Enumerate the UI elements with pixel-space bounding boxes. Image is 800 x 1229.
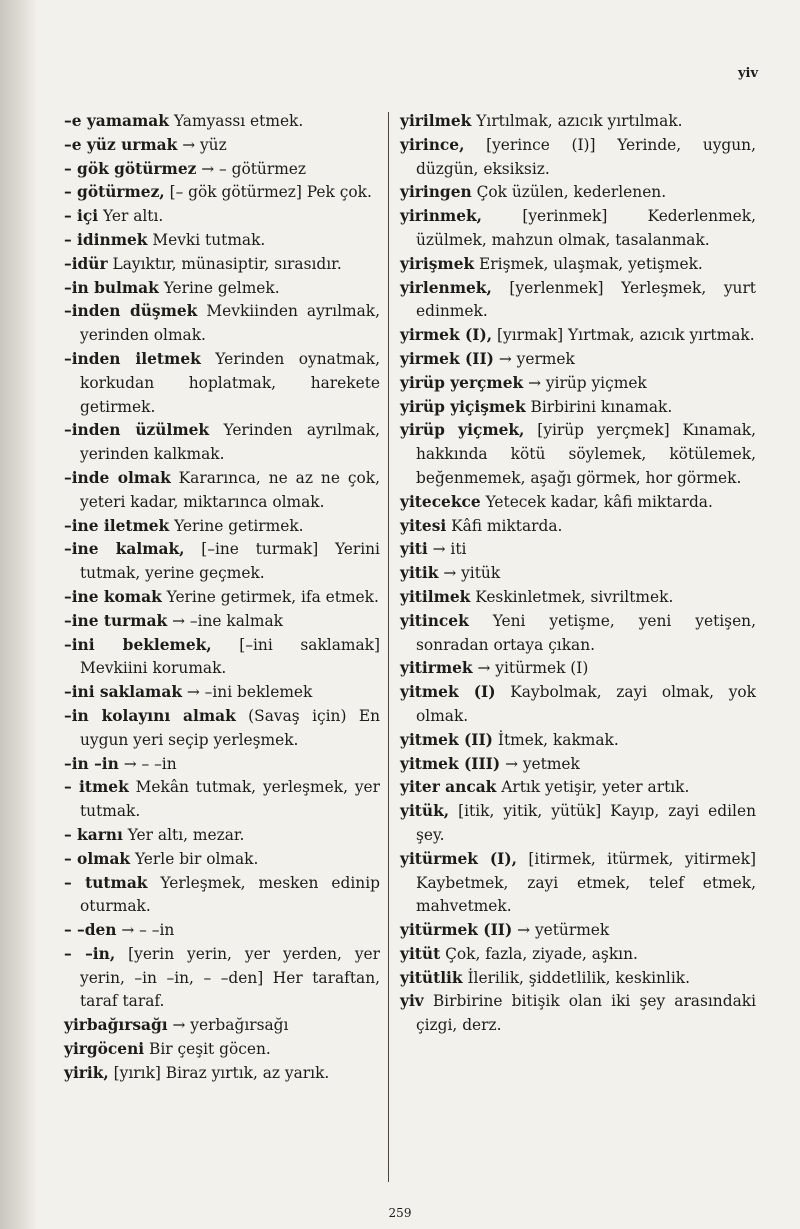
entry-headword: –idür [64,254,108,273]
entry-definition: [–ini saklamak] Mevkiini korumak. [80,635,380,678]
entry-headword: –ini saklamak [64,683,182,702]
entry-definition: → yüz [177,135,227,154]
dictionary-entry [64,419,380,467]
dictionary-entry [64,158,380,182]
entry-definition: → yetmek [500,754,580,773]
entry-definition: İlerilik, şiddetlilik, keskinlik. [462,968,690,987]
dictionary-entry [400,800,756,848]
entry-definition: → yermek [493,349,575,368]
entry-definition: Kâfi miktarda. [446,516,563,535]
entry-headword: yirüp yiçişmek [400,397,526,416]
dictionary-entry [64,776,380,824]
dictionary-entry [64,134,380,158]
entry-definition: Yerinden ayrılmak, yerinden kalkmak. [80,421,380,464]
entry-headword: –ine turmak [64,611,168,630]
dictionary-entry [400,562,756,586]
entry-definition: Bir çeşit göcen. [144,1040,271,1059]
entry-headword: yitmek (II) [400,730,493,749]
entry-headword: –in bulmak [64,278,159,297]
column-divider [388,112,389,1182]
entry-headword: –e yamamak [64,112,169,130]
entry-headword: –in kolayını almak [64,706,236,725]
entry-definition: → –ine kalmak [167,611,283,630]
dictionary-entry [400,491,756,515]
entry-headword: yiv [400,992,424,1011]
entry-definition: → iti [427,540,467,559]
entry-headword: – itmek [64,778,129,797]
entry-headword: – karnı [64,825,123,844]
entry-definition: Layıktır, münasiptir, sırasıdır. [107,254,342,273]
dictionary-entry [400,134,756,182]
dictionary-entry [64,229,380,253]
entry-headword: –inde olmak [64,468,171,487]
entry-definition: Yetecek kadar, kâfi miktarda. [480,492,713,511]
dictionary-entry [64,586,380,610]
entry-definition: [yirüp yerçmek] Kınamak, hakkında kötü söylemek, kötülemek, beğenmemek, aşağı görmek, hor görmek. [416,421,756,487]
dictionary-entry [400,586,756,610]
dictionary-entry [64,515,380,539]
entry-definition: Çok üzülen, kederlenen. [471,183,667,202]
entry-definition: Yerleşmek, mesken edinip oturmak. [80,873,380,916]
entry-definition: [yırık] Biraz yırtık, az yarık. [108,1063,330,1082]
entry-headword: yitüt [400,944,441,963]
dictionary-entry [400,348,756,372]
dictionary-entry [64,253,380,277]
entry-headword: yirgöceni [64,1040,145,1059]
entry-definition: [yerin yerin, yer yerden, yer yerin, –in –in, – –den] Her taraftan, taraf taraf. [80,944,380,1011]
dictionary-entry [64,1062,380,1086]
entry-definition: [– gök götürmez] Pek çok. [164,183,372,202]
dictionary-entry [64,300,380,348]
entry-headword: –ine komak [64,587,162,606]
entry-definition: → yetürmek [512,921,610,940]
entry-headword: – içi [64,207,99,226]
dictionary-entry [400,943,756,967]
entry-headword: yitmek (III) [400,754,501,773]
entry-definition: Artık yetişir, yeter artık. [496,778,690,797]
entry-headword: –inden düşmek [64,302,198,321]
entry-definition: [itik, yitik, yütük] Kayıp, zayi edilen şey. [416,802,756,844]
right-column [400,110,756,1038]
dictionary-entry [400,538,756,562]
running-head: yiv [737,66,758,81]
entry-headword: yitütlik [400,968,463,987]
dictionary-entry [400,515,756,539]
entry-definition: → yirüp yiçmek [523,373,647,392]
entry-headword: –inden üzülmek [64,421,210,440]
entry-definition: Kaybolmak, zayi olmak, yok olmak. [416,683,756,725]
entry-headword: – olmak [64,849,131,868]
entry-headword: –inden iletmek [64,349,201,368]
dictionary-entry [400,372,756,396]
entry-definition: → yitük [438,564,501,583]
entry-definition: (Savaş için) En uygun yeri seçip yerleşmek. [80,706,380,749]
dictionary-entry [64,610,380,634]
dictionary-entry [64,205,380,229]
entry-headword: –in –in [64,754,119,773]
entry-headword: – götürmez, [64,183,165,202]
entry-definition: Kararınca, ne az ne çok, yeteri kadar, miktarınca olmak. [80,468,380,511]
dictionary-entry [400,753,756,777]
entry-headword: yirmek (I), [400,326,493,345]
dictionary-entry [64,1014,380,1038]
entry-headword: yiringen [400,183,472,202]
entry-headword: yirik, [64,1063,109,1082]
dictionary-entry [400,419,756,490]
entry-definition: Mevki tutmak. [147,230,266,249]
entry-definition: → –ini beklemek [181,683,313,702]
entry-definition: [yerince (I)] Yerinde, uygun, düzgün, eksiksiz. [416,135,756,178]
entry-headword: yitmek (I) [400,683,496,702]
dictionary-entry [64,467,380,515]
entry-definition: → – –in [116,921,175,940]
entry-definition: [yerinmek] Kederlenmek, üzülmek, mahzun olmak, tasalanmak. [416,207,756,249]
dictionary-entry [64,943,380,1014]
entry-definition: → – –in [118,754,177,773]
entry-headword: yiti [400,540,428,559]
dictionary-entry [64,872,380,920]
entry-headword: yirişmek [400,254,475,273]
left-column [64,110,380,1086]
dictionary-entry [64,181,380,205]
entry-headword: yitürmek (II) [400,921,513,940]
entry-definition: Keskinletmek, sivriltmek. [470,587,674,606]
entry-definition: Mekân tutmak, yerleşmek, yer tutmak. [80,778,381,821]
dictionary-entry [400,324,756,348]
dictionary-entry [400,657,756,681]
entry-headword: yitirmek [400,659,473,678]
entry-headword: yirbağırsağı [64,1016,168,1035]
entry-headword: yitecekce [400,492,481,511]
entry-definition: Mevkiinden ayrılmak, yerinden olmak. [80,302,380,345]
entry-definition: Yer altı. [98,207,164,226]
dictionary-entry [64,919,380,943]
dictionary-entry [64,705,380,753]
dictionary-entry [64,110,380,134]
entry-headword: yiter ancak [400,778,497,797]
entry-definition: Yırtılmak, azıcık yırtılmak. [471,112,683,130]
entry-definition: Yerine gelmek. [158,278,280,297]
entry-headword: yirinmek, [400,207,483,226]
entry-headword: – gök götürmez [64,159,197,178]
dictionary-entry [64,538,380,586]
dictionary-entry [400,610,756,658]
entry-definition: [yırmak] Yırtmak, azıcık yırtmak. [492,326,755,345]
entry-definition: Yeni yetişme, yeni yetişen, sonradan ortaya çıkan. [416,611,756,654]
dictionary-entry [400,277,756,325]
dictionary-entry [400,919,756,943]
entry-headword: yirilmek [400,112,472,130]
dictionary-entry [400,729,756,753]
dictionary-entry [400,110,756,134]
dictionary-entry [400,396,756,420]
entry-definition: Erişmek, ulaşmak, yetişmek. [474,254,703,273]
dictionary-entry [64,1038,380,1062]
entry-headword: yitilmek [400,587,471,606]
page-number: 259 [388,1206,412,1220]
entry-headword: –ini beklemek, [64,635,212,654]
entry-headword: – tutmak [64,873,148,892]
dictionary-entry [64,681,380,705]
entry-headword: yirüp yiçmek, [400,421,525,440]
entry-definition: Yamyassı etmek. [168,112,304,130]
entry-headword: yirmek (II) [400,349,494,368]
dictionary-entry [400,967,756,991]
entry-headword: – idinmek [64,230,148,249]
entry-headword: yirince, [400,135,465,154]
entry-definition: Birbirini kınamak. [525,397,673,416]
page-spine-shadow [0,0,38,1229]
entry-headword: –ine iletmek [64,516,170,535]
dictionary-entry [64,824,380,848]
entry-definition: Yer altı, mezar. [122,825,245,844]
dictionary-entry [400,990,756,1038]
dictionary-entry [64,848,380,872]
entry-definition: [yerlenmek] Yerleşmek, yurt edinmek. [416,278,756,321]
entry-headword: yitesi [400,516,447,535]
dictionary-entry [400,181,756,205]
entry-definition: Birbirine bitişik olan iki şey arasındaki çizgi, derz. [416,992,756,1035]
entry-headword: yitincek [400,611,469,630]
entry-headword: yitik [400,564,439,583]
entry-definition: → – götürmez [196,159,307,178]
dictionary-entry [400,205,756,253]
entry-headword: –e yüz urmak [64,135,178,154]
entry-definition: Yerine getirmek, ifa etmek. [161,587,379,606]
entry-headword: – –den [64,921,117,940]
dictionary-entry [64,277,380,301]
entry-headword: yirlenmek, [400,278,492,297]
entry-headword: yirüp yerçmek [400,373,524,392]
entry-definition: → yerbağırsağı [167,1016,289,1035]
entry-headword: yitürmek (I), [400,849,517,868]
entry-definition: Yerle bir olmak. [130,849,259,868]
entry-definition: [itirmek, itürmek, yitirmek] Kaybetmek, zayi etmek, telef etmek, mahvetmek. [416,849,756,916]
entry-definition: → yitürmek (I) [472,659,589,678]
entry-headword: – –in, [64,944,116,963]
entry-definition: [–ine turmak] Yerini tutmak, yerine geçmek. [80,540,380,583]
dictionary-entry [400,253,756,277]
entry-definition: Yerinden oynatmak, korkudan hoplatmak, harekete getirmek. [80,349,380,416]
dictionary-entry [400,681,756,729]
dictionary-entry [400,848,756,919]
entry-definition: Çok, fazla, ziyade, aşkın. [440,944,638,963]
entry-headword: yitük, [400,802,450,821]
dictionary-entry [64,753,380,777]
dictionary-entry [64,634,380,682]
dictionary-entry [400,776,756,800]
dictionary-entry [64,348,380,419]
entry-definition: Yerine getirmek. [169,516,304,535]
entry-definition: İtmek, kakmak. [492,730,619,749]
entry-headword: –ine kalmak, [64,540,185,559]
